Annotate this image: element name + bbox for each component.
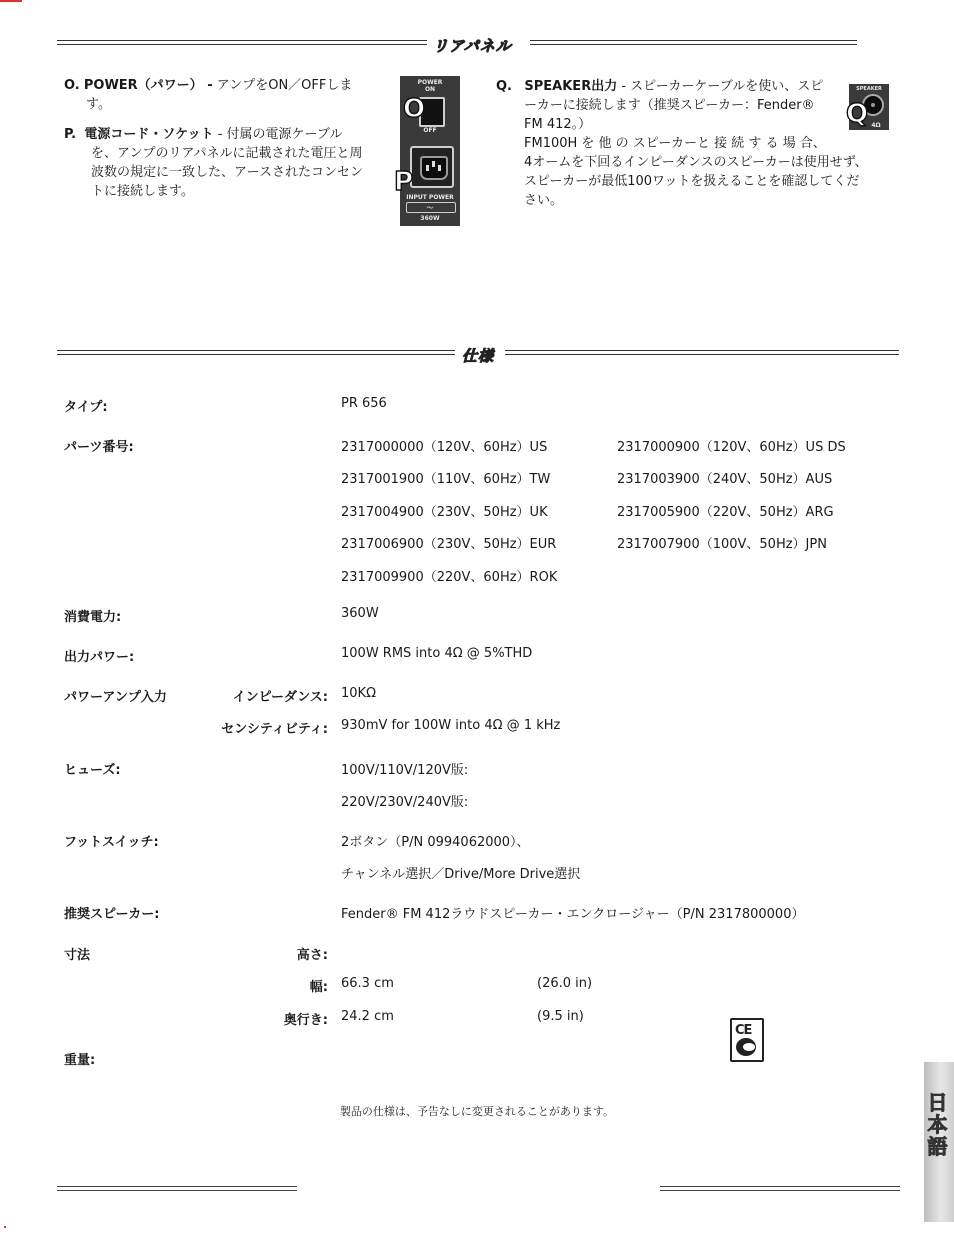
- spec-impedance-value: 10KΩ: [341, 686, 377, 701]
- part-number: 2317009900（220V、60Hz）ROK: [341, 570, 558, 585]
- item-q-text-5: 4オームを下回るインピーダンスのスピーカーは使用せず、: [524, 155, 868, 170]
- spec-depth-cm: 24.2 cm: [341, 1009, 394, 1024]
- item-q-text-4: FM100H を 他 の スピーカーと 接 続 す る 場 合、: [524, 136, 826, 151]
- spec-amp-input-label: パワーアンプ入力: [64, 690, 167, 705]
- input-power-label: INPUT POWER: [406, 194, 454, 201]
- ac-symbol: ～: [426, 204, 434, 212]
- item-q-label: SPEAKER出力: [524, 79, 618, 94]
- watt-label: 360W: [420, 215, 440, 222]
- item-p-text-3: 波数の規定に一致した、アースされたコンセン: [91, 165, 363, 180]
- part-number: 2317004900（230V、50Hz）UK: [341, 505, 548, 520]
- item-q-text-6: スピーカーが最低100ワットを扱えることを確認してくだ: [524, 174, 860, 189]
- item-p-label: 電源コード・ソケット: [84, 127, 214, 142]
- item-p-key: P.: [64, 127, 77, 142]
- power-socket[interactable]: [420, 156, 448, 180]
- power-label: POWER: [417, 79, 443, 86]
- part-number: 2317000000（120V、60Hz）US: [341, 440, 548, 455]
- part-number: 2317007900（100V、50Hz）JPN: [617, 537, 827, 552]
- spec-width-in: (26.0 in): [537, 976, 593, 991]
- spec-footswitch-value: チャンネル選択／Drive/More Drive選択: [341, 867, 581, 882]
- specs-header: [57, 347, 899, 365]
- footer-line-right: [660, 1186, 900, 1191]
- item-o-text-2: す。: [86, 97, 111, 112]
- spec-speaker-value: Fender® FM 412ラウドスピーカー・エンクロージャー（P/N 2317800000）: [341, 907, 805, 922]
- badge-q-icon: Q: [846, 99, 869, 129]
- spec-footswitch-value: 2ボタン（P/N 0994062000）、: [341, 835, 530, 850]
- spec-width-cm: 66.3 cm: [341, 976, 394, 991]
- spec-sensitivity-label: センシティビティ:: [221, 722, 328, 737]
- spec-type-value: PR 656: [341, 396, 387, 411]
- item-p-text-4: トに接続します。: [91, 184, 194, 199]
- speaker-label: SPEAKER: [856, 86, 882, 92]
- spec-change-notice: 製品の仕様は、予告なしに変更されることがあります。: [339, 1105, 615, 1118]
- power-socket-frame: [410, 146, 454, 188]
- badge-o-icon: O: [403, 94, 426, 124]
- ohm-label: 4Ω: [871, 122, 881, 129]
- spec-speaker-label: 推奨スピーカー:: [64, 907, 160, 922]
- item-p: [64, 125, 394, 201]
- corner-dot: [4, 1226, 6, 1228]
- item-q-text: - スピーカーケーブルを使い、スピ: [621, 79, 824, 94]
- on-label: ON: [424, 86, 436, 93]
- spec-output-power-value: 100W RMS into 4Ω @ 5%THD: [341, 646, 533, 661]
- specs-title: 仕様: [462, 347, 495, 365]
- footer-line-left: [57, 1186, 297, 1191]
- part-number: 2317003900（240V、50Hz）AUS: [617, 472, 833, 487]
- item-o: [64, 76, 380, 114]
- spec-depth-label: 奥行き:: [283, 1013, 328, 1028]
- part-number: 2317001900（110V、60Hz）TW: [341, 472, 551, 487]
- spec-power-consumption-value: 360W: [341, 606, 379, 621]
- corner-mark: [0, 0, 22, 2]
- spec-impedance-label: インピーダンス:: [232, 690, 328, 705]
- spec-fuse-value: 220V/230V/240V版:: [341, 795, 469, 810]
- spec-dimensions-label: 寸法: [64, 948, 91, 963]
- item-p-text-2: を、アンプのリアパネルに記載された電圧と周: [91, 146, 363, 161]
- spec-weight-label: 重量:: [64, 1053, 96, 1068]
- rear-panel-header: [57, 37, 857, 55]
- rear-panel-title: リアパネル: [433, 37, 512, 55]
- part-number: 2317000900（120V、60Hz）US DS: [617, 440, 846, 455]
- badge-p-icon: P: [394, 167, 414, 197]
- spec-width-label: 幅:: [309, 980, 328, 995]
- item-q-text-3: FM 412。）: [524, 117, 592, 132]
- ce-text: CE: [735, 1023, 752, 1038]
- spec-sensitivity-value: 930mV for 100W into 4Ω @ 1 kHz: [341, 718, 561, 733]
- spec-part-label: パーツ番号:: [64, 440, 134, 455]
- item-q-key: Q.: [496, 79, 512, 94]
- item-o-text: アンプをON／OFFしま: [216, 78, 353, 93]
- spec-footswitch-label: フットスイッチ:: [64, 835, 159, 850]
- spec-height-label: 高さ:: [296, 948, 328, 963]
- off-label: OFF: [423, 127, 437, 134]
- item-q: [496, 77, 906, 210]
- item-o-key: O.: [64, 78, 80, 93]
- language-tab-label: 日本語: [924, 1092, 948, 1158]
- language-tab: [924, 1062, 954, 1222]
- spec-depth-in: (9.5 in): [537, 1009, 584, 1024]
- item-o-label: POWER（パワー） -: [83, 78, 213, 93]
- spec-fuse-label: ヒューズ:: [64, 763, 121, 778]
- part-number: 2317006900（230V、50Hz）EUR: [341, 537, 557, 552]
- item-p-text: - 付属の電源ケーブル: [217, 127, 343, 142]
- part-number: 2317005900（220V、50Hz）ARG: [617, 505, 834, 520]
- spec-output-power-label: 出力パワー:: [64, 650, 135, 665]
- ce-mark-icon: [730, 1018, 764, 1062]
- item-q-text-2: ーカーに接続します（推奨スピーカー：Fender®: [524, 98, 815, 113]
- spec-fuse-value: 100V/110V/120V版:: [341, 763, 469, 778]
- spec-type-label: タイプ:: [64, 400, 108, 415]
- spec-power-consumption-label: 消費電力:: [64, 610, 122, 625]
- item-q-text-7: さい。: [524, 193, 564, 208]
